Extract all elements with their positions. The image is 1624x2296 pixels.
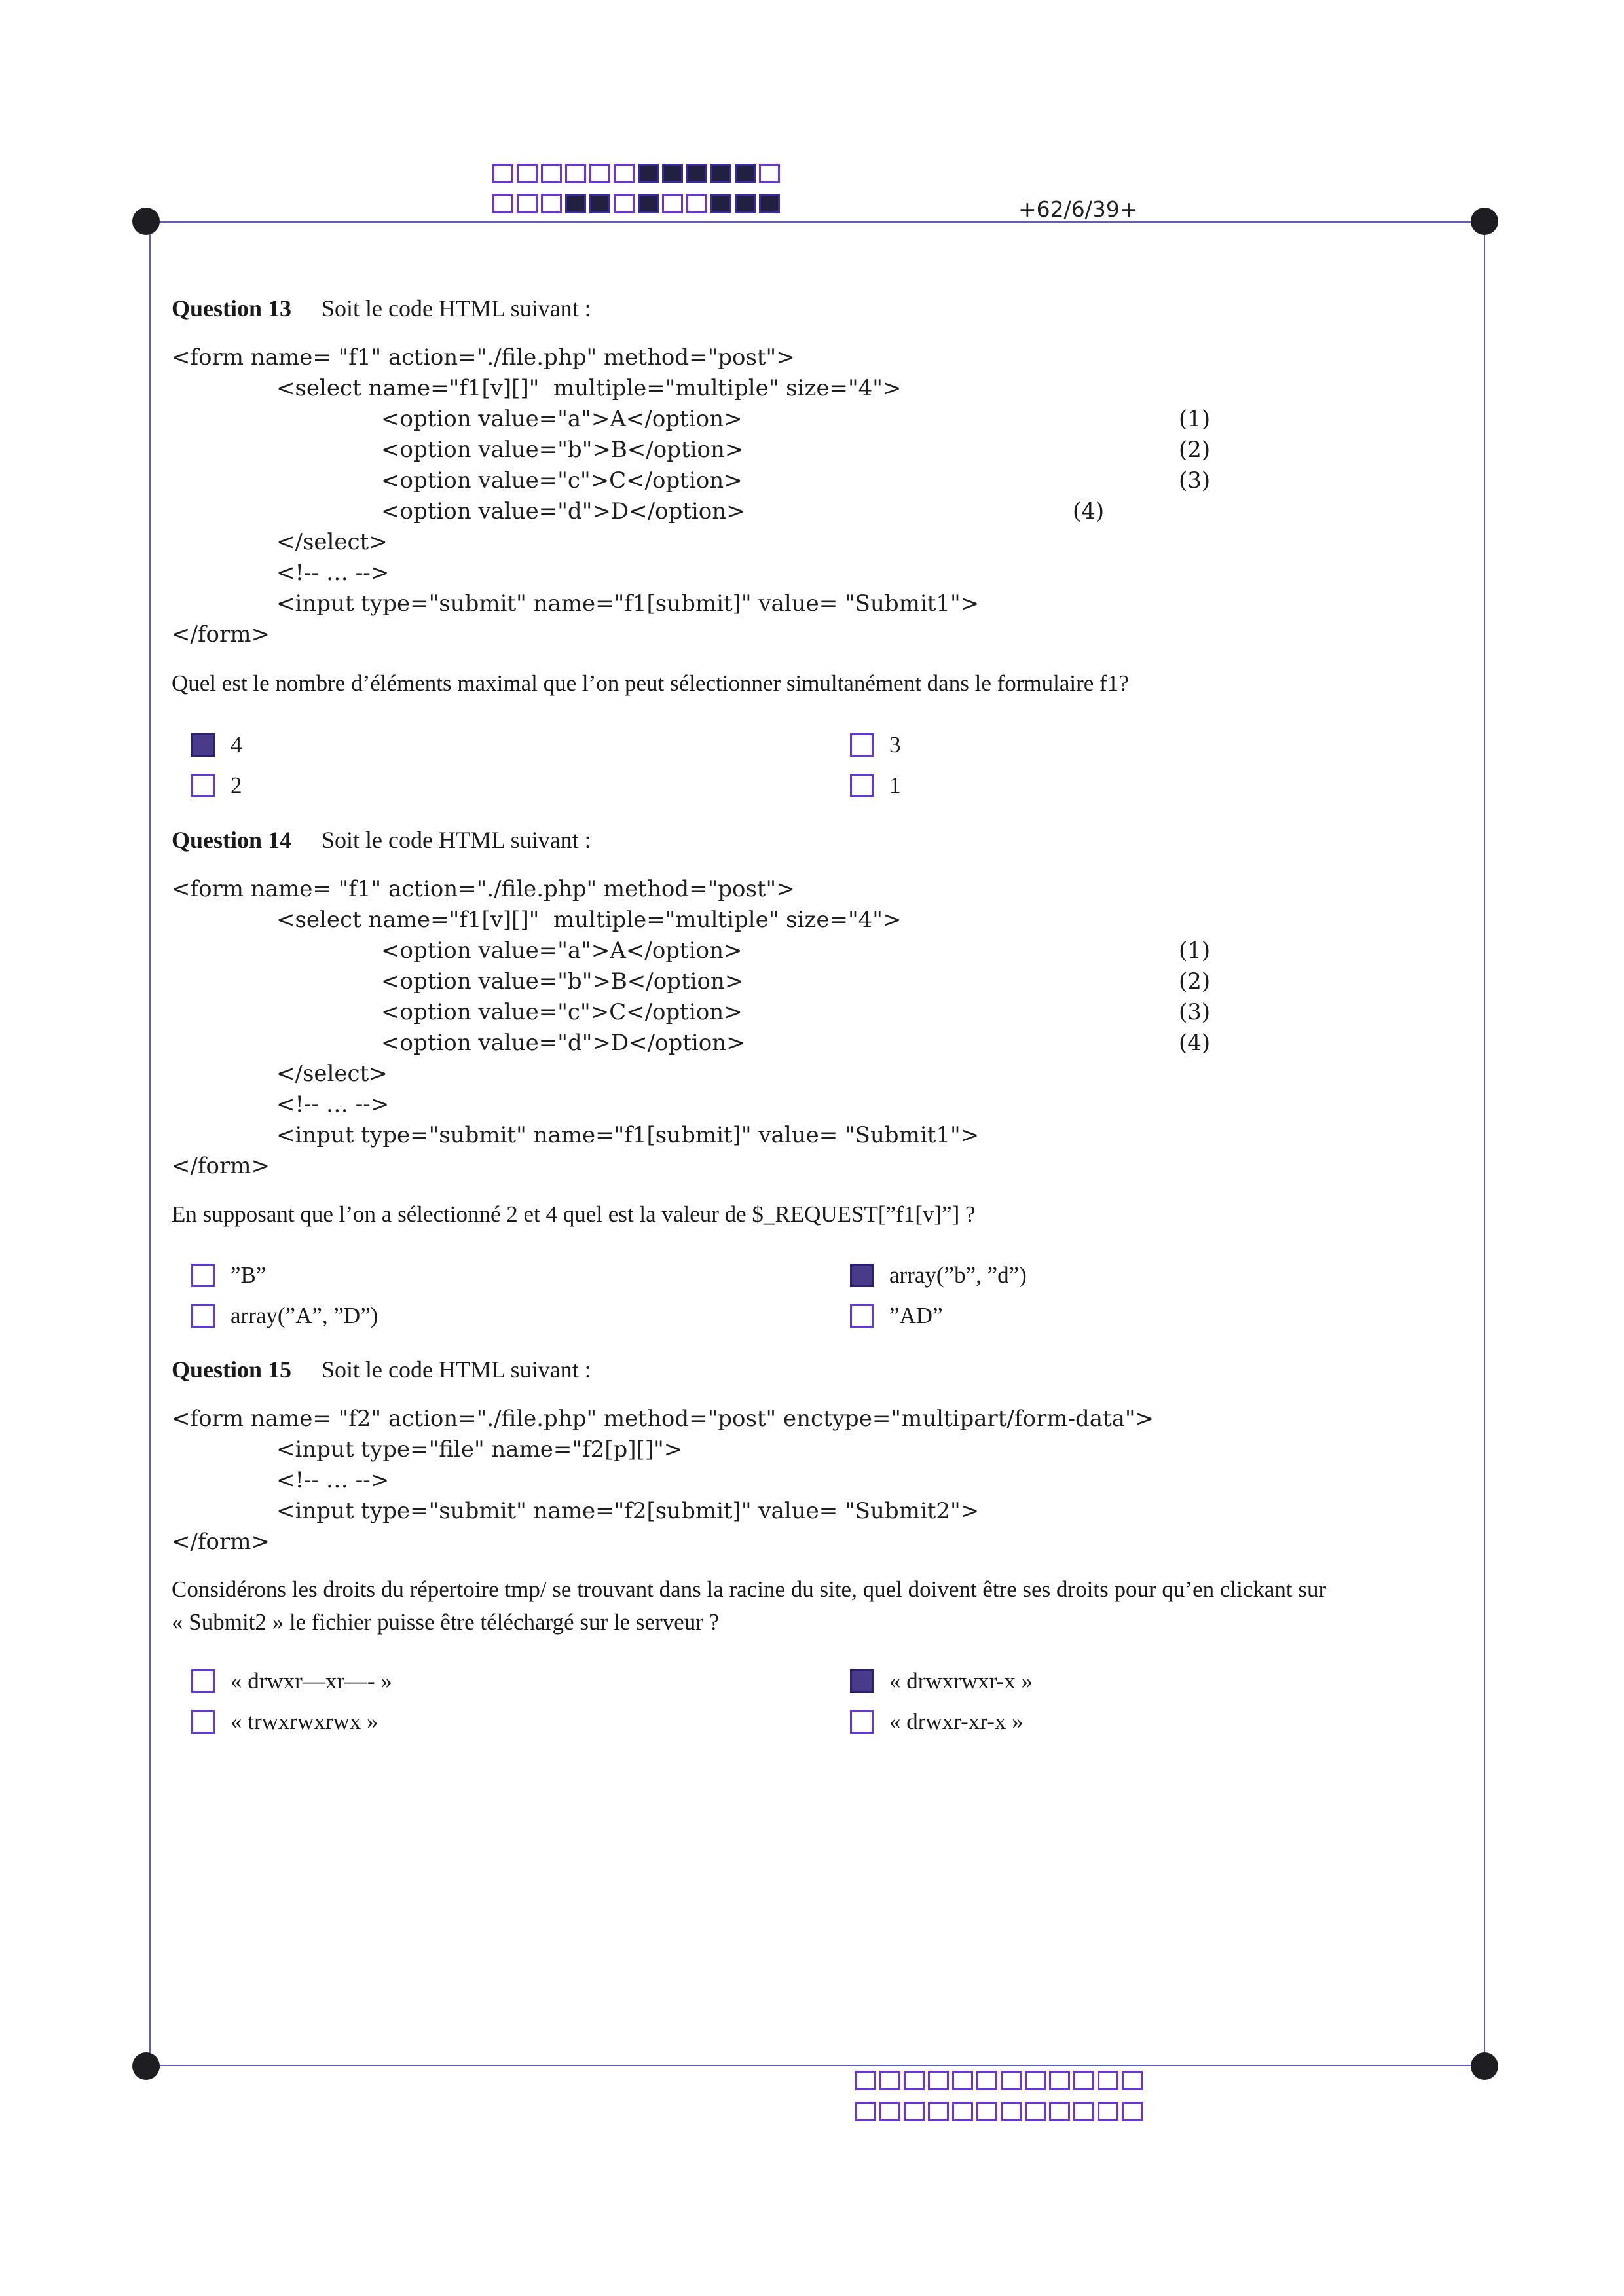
q13-code-line: <option value="b">B</option> [381,437,744,463]
code-cell [904,2071,925,2090]
code-cell [879,2102,900,2121]
q13-line-number: (2) [1179,437,1211,463]
checkbox[interactable] [850,1710,874,1734]
q14-code-line: <option value="c">C</option> [381,999,743,1025]
code-cell [589,164,610,183]
question-13-intro: Soit le code HTML suivant : [322,295,591,321]
code-cell [638,194,659,213]
code-cell [759,194,780,213]
code-cell [928,2071,949,2090]
checkbox[interactable] [850,733,874,757]
q15-answer-drwxr-xr-x[interactable] [850,1709,1024,1735]
q14-line-number: (4) [1179,1030,1211,1056]
q14-code-line: <form name= "f1" action="./file.php" method="post"> [172,876,795,902]
code-cell [1073,2071,1094,2090]
registration-mark-top-right [1471,208,1498,235]
q14-code-line: <option value="a">A</option> [381,938,743,964]
code-cell [541,164,562,183]
code-cell [492,194,513,213]
q15-code-line: <!-- … --> [276,1467,390,1493]
code-cell [686,194,707,213]
code-cell [1122,2102,1143,2121]
checkbox[interactable] [191,1264,215,1287]
answer-label: 4 [231,732,242,757]
q15-code-line: <input type="file" name="f2[p][]"> [276,1436,683,1463]
code-cell [735,164,756,183]
code-cell [1001,2102,1022,2121]
q13-code-line: <option value="c">C</option> [381,467,743,494]
code-cell [976,2102,997,2121]
code-cell [565,164,586,183]
q13-code-line: <!-- … --> [276,560,390,586]
answer-label: ”B” [231,1262,267,1288]
code-cell [1049,2102,1070,2121]
answer-label: 3 [889,732,901,757]
answer-label: ”AD” [889,1303,943,1328]
page-id: +62/6/39+ [1018,196,1138,222]
code-cell [855,2102,876,2121]
code-cell [710,194,731,213]
code-cell [638,164,659,183]
checkbox[interactable] [850,1304,874,1328]
q14-prompt: En supposant que l’on a sélectionné 2 et 4 quel est la valeur de $_REQUEST[”f1[v]”] ? [172,1201,976,1227]
q13-answer-2[interactable] [191,773,242,799]
answer-label: 1 [889,773,901,798]
question-15-header [172,1356,591,1383]
question-15-label: Question 15 [172,1357,292,1383]
question-14-label: Question 14 [172,827,292,853]
q13-answer-1[interactable] [850,773,901,799]
q14-line-number: (2) [1179,968,1211,994]
code-cell [976,2071,997,2090]
question-13-label: Question 13 [172,295,292,321]
q14-line-number: (3) [1179,999,1211,1025]
q15-answer-drwxrwxr-x[interactable] [850,1668,1033,1694]
code-cell [1025,2071,1046,2090]
q14-code-line: </select> [276,1061,388,1087]
checkbox[interactable] [191,1304,215,1328]
code-cell [855,2071,876,2090]
top-code-bar-2 [492,194,783,213]
question-15-intro: Soit le code HTML suivant : [322,1357,591,1383]
q14-code-line: </form> [172,1153,270,1179]
q13-line-number: (1) [1179,406,1211,432]
q13-line-number: (4) [1073,498,1105,524]
q13-code-line: <select name="f1[v][]" multiple="multiple" size="4"> [276,375,902,401]
q15-code-line: </form> [172,1529,270,1555]
code-cell [928,2102,949,2121]
q14-code-line: <input type="submit" name="f1[submit]" value= "Submit1"> [276,1122,980,1148]
q15-answer-trwxrwxrwx[interactable] [191,1709,378,1735]
code-cell [1049,2071,1070,2090]
code-cell [759,164,780,183]
question-13-header [172,295,591,322]
q13-prompt: Quel est le nombre d’éléments maximal que l’on peut sélectionner simultanément dans le formulaire f1? [172,670,1129,696]
q15-prompt-line-2: « Submit2 » le fichier puisse être téléchargé sur le serveur ? [172,1609,720,1635]
code-cell [952,2102,973,2121]
code-cell [492,164,513,183]
code-cell [662,194,683,213]
q13-code-line: </select> [276,529,388,555]
checkbox-checked[interactable] [850,1669,874,1693]
answer-label: « trwxrwxrwx » [231,1709,378,1734]
answer-label: « drwxrwxr-x » [889,1668,1033,1694]
q14-answer-ad[interactable] [850,1303,943,1329]
question-14-header [172,826,591,854]
code-cell [589,194,610,213]
code-cell [1098,2102,1118,2121]
q13-answer-3[interactable] [850,732,901,758]
code-cell [614,164,635,183]
registration-mark-bottom-left [132,2052,160,2080]
code-cell [662,164,683,183]
q13-code-line: <input type="submit" name="f1[submit]" value= "Submit1"> [276,591,980,617]
code-cell [952,2071,973,2090]
q13-code-line: <form name= "f1" action="./file.php" method="post"> [172,344,795,371]
q13-answer-4[interactable] [191,732,242,758]
q14-code-line: <option value="d">D</option> [381,1030,745,1056]
q14-code-line: <select name="f1[v][]" multiple="multiple" size="4"> [276,907,902,933]
q14-answer-array-ad[interactable] [191,1303,378,1329]
code-cell [565,194,586,213]
code-cell [541,194,562,213]
checkbox[interactable] [850,774,874,797]
answer-label: array(”A”, ”D”) [231,1303,378,1328]
q15-code-line: <input type="submit" name="f2[submit]" value= "Submit2"> [276,1498,980,1524]
answer-label: « drwxr—xr—- » [231,1668,392,1694]
checkbox[interactable] [191,1710,215,1734]
checkbox[interactable] [191,1669,215,1693]
code-cell [1073,2102,1094,2121]
q13-line-number: (3) [1179,467,1211,494]
q14-code-line: <!-- … --> [276,1091,390,1118]
code-cell [517,194,538,213]
q13-code-line: <option value="a">A</option> [381,406,743,432]
registration-mark-top-left [132,208,160,235]
q13-code-line: </form> [172,621,270,647]
code-cell [1001,2071,1022,2090]
code-cell [686,164,707,183]
answer-label: 2 [231,773,242,798]
q14-line-number: (1) [1179,938,1211,964]
answer-label: array(”b”, ”d”) [889,1262,1027,1288]
q15-prompt-line-1: Considérons les droits du répertoire tmp/ se trouvant dans la racine du site, quel doivent être ses droits pour qu’en clickant sur [172,1576,1327,1602]
code-cell [614,194,635,213]
code-cell [517,164,538,183]
q15-answer-drwxr-xr--[interactable] [191,1668,392,1694]
code-cell [1098,2071,1118,2090]
checkbox[interactable] [191,774,215,797]
bottom-code-bar-1 [855,2071,1146,2090]
q14-code-line: <option value="b">B</option> [381,968,744,994]
registration-mark-bottom-right [1471,2052,1498,2080]
code-cell [1025,2102,1046,2121]
q13-code-line: <option value="d">D</option> [381,498,745,524]
checkbox-checked[interactable] [850,1264,874,1287]
code-cell [879,2071,900,2090]
question-14-intro: Soit le code HTML suivant : [322,827,591,853]
top-code-bar-1 [492,164,783,183]
checkbox-checked[interactable] [191,733,215,757]
code-cell [735,194,756,213]
q15-code-line: <form name= "f2" action="./file.php" method="post" enctype="multipart/form-data"> [172,1406,1154,1432]
answer-label: « drwxr-xr-x » [889,1709,1024,1734]
q14-answer-array-bd[interactable] [850,1262,1027,1288]
q14-answer-b[interactable] [191,1262,266,1288]
code-cell [1122,2071,1143,2090]
code-cell [710,164,731,183]
bottom-code-bar-2 [855,2102,1146,2121]
code-cell [904,2102,925,2121]
